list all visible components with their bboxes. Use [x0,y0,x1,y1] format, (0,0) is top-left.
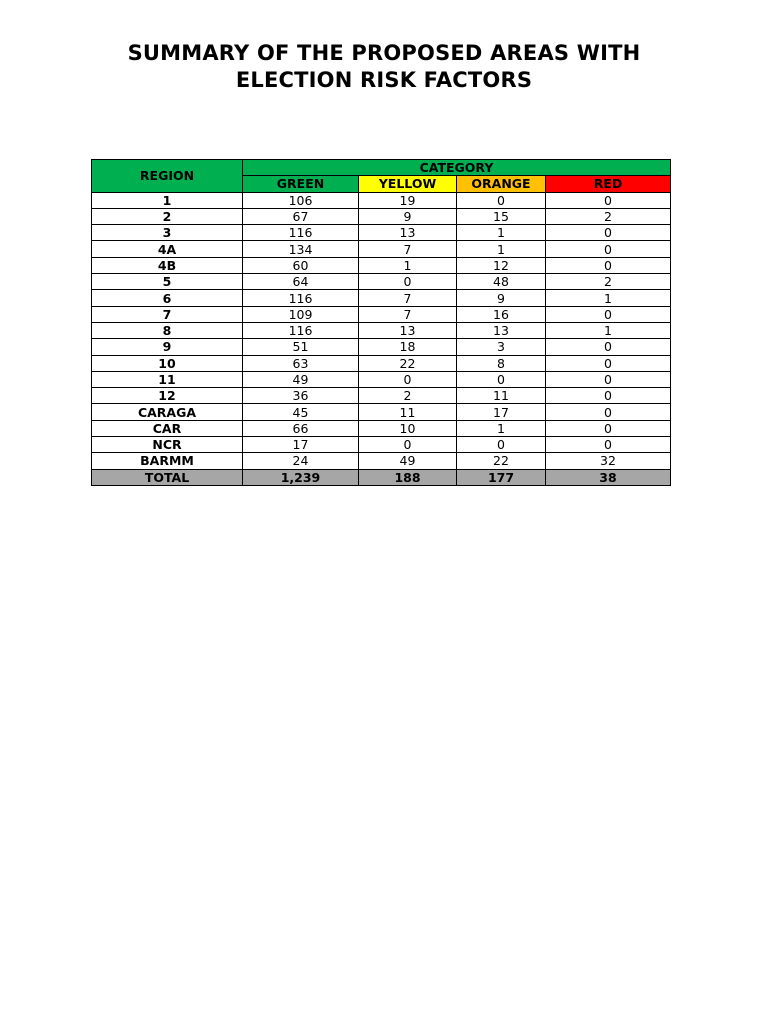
value-cell-red: 0 [546,192,671,208]
column-header-green: GREEN [243,176,359,192]
value-cell-orange: 11 [457,388,546,404]
value-cell-green: 49 [243,371,359,387]
table-row [92,208,671,224]
value-cell-red: 0 [546,404,671,420]
column-header-red: RED [546,176,671,192]
table-row [92,388,671,404]
value-cell-yellow: 1 [359,257,457,273]
value-cell-red: 2 [546,208,671,224]
value-cell-green: 64 [243,274,359,290]
value-cell-yellow: 9 [359,208,457,224]
value-cell-yellow: 13 [359,225,457,241]
region-cell: 8 [92,322,243,338]
region-cell: 7 [92,306,243,322]
value-cell-orange: 9 [457,290,546,306]
region-cell: CAR [92,420,243,436]
header-row-1 [92,160,671,176]
value-cell-orange: 0 [457,192,546,208]
value-cell-yellow: 10 [359,420,457,436]
region-cell: NCR [92,437,243,453]
value-cell-green: 116 [243,225,359,241]
value-cell-red: 0 [546,371,671,387]
value-cell-yellow: 7 [359,290,457,306]
region-cell: 4B [92,257,243,273]
value-cell-green: 106 [243,192,359,208]
table-row [92,339,671,355]
region-cell: 12 [92,388,243,404]
table-row [92,322,671,338]
value-cell-orange: 1 [457,420,546,436]
table-row [92,437,671,453]
value-cell-yellow: 0 [359,274,457,290]
table-row [92,241,671,257]
value-cell-orange: 16 [457,306,546,322]
table-row [92,192,671,208]
region-cell: 10 [92,355,243,371]
value-cell-green: 60 [243,257,359,273]
value-cell-green: 66 [243,420,359,436]
value-cell-orange: 0 [457,371,546,387]
region-cell: 1 [92,192,243,208]
value-cell-red: 0 [546,355,671,371]
category-header: CATEGORY [243,160,671,176]
value-cell-yellow: 7 [359,241,457,257]
risk-summary-table [91,159,671,486]
value-cell-yellow: 22 [359,355,457,371]
value-cell-yellow: 13 [359,322,457,338]
value-cell-green: 109 [243,306,359,322]
title-line-2: ELECTION RISK FACTORS [235,68,533,92]
value-cell-red: 0 [546,306,671,322]
total-row [92,469,671,485]
column-header-orange: ORANGE [457,176,546,192]
total-green: 1,239 [243,469,359,485]
total-yellow: 188 [359,469,457,485]
region-cell: 5 [92,274,243,290]
value-cell-green: 63 [243,355,359,371]
table-row [92,371,671,387]
value-cell-yellow: 0 [359,371,457,387]
value-cell-green: 36 [243,388,359,404]
value-cell-yellow: 19 [359,192,457,208]
value-cell-red: 0 [546,388,671,404]
value-cell-orange: 12 [457,257,546,273]
value-cell-orange: 3 [457,339,546,355]
value-cell-red: 2 [546,274,671,290]
value-cell-yellow: 7 [359,306,457,322]
value-cell-green: 134 [243,241,359,257]
region-cell: BARMM [92,453,243,469]
value-cell-orange: 8 [457,355,546,371]
value-cell-red: 32 [546,453,671,469]
table-row [92,257,671,273]
value-cell-green: 67 [243,208,359,224]
title-line-1: SUMMARY OF THE PROPOSED AREAS WITH [127,41,641,65]
value-cell-orange: 1 [457,241,546,257]
value-cell-red: 0 [546,241,671,257]
table-row [92,404,671,420]
table-row [92,420,671,436]
total-orange: 177 [457,469,546,485]
value-cell-orange: 13 [457,322,546,338]
page-title [0,40,768,94]
table-row [92,274,671,290]
value-cell-orange: 1 [457,225,546,241]
region-cell: 6 [92,290,243,306]
value-cell-green: 24 [243,453,359,469]
region-cell: 9 [92,339,243,355]
value-cell-red: 0 [546,420,671,436]
value-cell-green: 116 [243,322,359,338]
table-body [92,192,671,469]
total-label: TOTAL [92,469,243,485]
region-cell: 4A [92,241,243,257]
region-header: REGION [92,160,243,193]
value-cell-red: 0 [546,339,671,355]
value-cell-orange: 22 [457,453,546,469]
total-red: 38 [546,469,671,485]
value-cell-yellow: 11 [359,404,457,420]
value-cell-red: 0 [546,437,671,453]
value-cell-red: 0 [546,225,671,241]
value-cell-green: 17 [243,437,359,453]
column-header-yellow: YELLOW [359,176,457,192]
region-cell: 2 [92,208,243,224]
region-cell: 11 [92,371,243,387]
value-cell-yellow: 49 [359,453,457,469]
value-cell-red: 1 [546,290,671,306]
value-cell-red: 0 [546,257,671,273]
value-cell-green: 116 [243,290,359,306]
table-row [92,290,671,306]
table-row [92,306,671,322]
value-cell-orange: 48 [457,274,546,290]
value-cell-orange: 15 [457,208,546,224]
value-cell-orange: 0 [457,437,546,453]
value-cell-yellow: 18 [359,339,457,355]
table-row [92,453,671,469]
value-cell-red: 1 [546,322,671,338]
region-cell: 3 [92,225,243,241]
table-row [92,225,671,241]
region-cell: CARAGA [92,404,243,420]
value-cell-yellow: 2 [359,388,457,404]
table-row [92,355,671,371]
value-cell-green: 51 [243,339,359,355]
value-cell-yellow: 0 [359,437,457,453]
value-cell-green: 45 [243,404,359,420]
value-cell-orange: 17 [457,404,546,420]
